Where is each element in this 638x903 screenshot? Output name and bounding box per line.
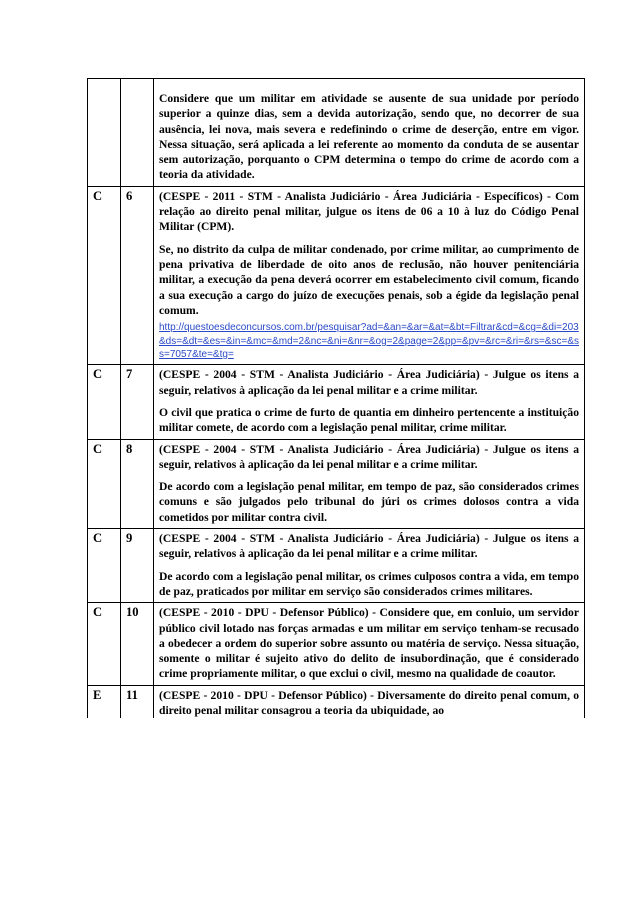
question-row xyxy=(88,79,585,187)
answer-key-cell: C xyxy=(88,529,121,603)
question-item: De acordo com a legislação penal militar, em tempo de paz, são considerados crimes comuns e são julgados pelo tribunal do júri os crimes dolosos contra a vida cometidos por militar contra civil. xyxy=(159,480,579,524)
question-statement: (CESPE - 2010 - DPU - Defensor Público) - Diversamente do direito penal comum, o direito penal militar consagrou a teoria da ubiquidade, ao xyxy=(159,688,579,718)
question-statement: Considere que um militar em atividade se ausente de sua unidade por período superior a quinze dias, sem a devida autorização, sendo que, no decorrer de sua ausência, lei nova, mais severa e redefinindo o crime de deserção, entre em vigor. Nessa situação, será aplicada a lei referente ao momento da conduta de se ausentar sem autorização, porquanto o CPM determina o tempo do crime de acordo com a teoria da atividade. xyxy=(159,92,579,182)
answer-key-cell: C xyxy=(88,186,121,365)
question-text-cell xyxy=(154,79,585,187)
question-number-cell: 6 xyxy=(121,186,154,365)
question-row xyxy=(88,186,585,365)
question-number-cell: 9 xyxy=(121,529,154,603)
question-statement: (CESPE - 2004 - STM - Analista Judiciário - Área Judiciária) - Julgue os itens a seguir, relativos à aplicação da lei penal militar e a crime militar. xyxy=(159,442,579,471)
source-link[interactable]: http://questoesdeconcursos.com.br/pesquisar?ad=&an=&ar=&at=&bt=Filtrar&cd=&cg=&di=203&ds=&dt=&es=&in=&mc=&md=2&nc=&ni=&nr=&og=2&page=2&pp=&pv=&rc=&ri=&rs=&sc=&ss=7057&te=&tg= xyxy=(159,322,579,360)
question-row xyxy=(88,439,585,528)
question-number-cell xyxy=(121,79,154,187)
question-row xyxy=(88,685,585,718)
question-item: Se, no distrito da culpa de militar condenado, por crime militar, ao cumprimento de pena privativa de liberdade de oito anos de reclusão, não houver penitenciária militar, a execução da pena deverá ocorrer em estabelecimento civil comum, ficando a sua execução a cargo do juízo de execuções penais, sob a égide da legislação penal comum. xyxy=(159,242,579,317)
answer-key-cell: C xyxy=(88,365,121,439)
question-statement: (CESPE - 2011 - STM - Analista Judiciário - Área Judiciária - Específicos) - Com relação ao direito penal militar, julgue os itens de 06 a 10 à luz do Código Penal Militar (CPM). xyxy=(159,189,579,234)
question-text-cell xyxy=(154,365,585,439)
question-number-cell: 11 xyxy=(121,685,154,718)
question-item: De acordo com a legislação penal militar, os crimes culposos contra a vida, em tempo de paz, praticados por militar em serviço são considerados crimes militares. xyxy=(159,569,579,598)
question-statement: (CESPE - 2010 - DPU - Defensor Público) - Considere que, em conluio, um servidor público civil lotado nas forças armadas e um militar em serviço tenham-se recusado a obedecer a ordem do superior sobre assunto ou matéria de serviço. Nessa situação, somente o militar é sujeito ativo do delito de insubordinação, que é considerado crime propriamente militar, o que exclui o civil, mesmo na qualidade de coautor. xyxy=(159,606,579,681)
question-statement: (CESPE - 2004 - STM - Analista Judiciário - Área Judiciária) - Julgue os itens a seguir, relativos à aplicação da lei penal militar e a crime militar. xyxy=(159,532,579,561)
question-statement: (CESPE - 2004 - STM - Analista Judiciário - Área Judiciária) - Julgue os itens a seguir, relativos à aplicação da lei penal militar e a crime militar. xyxy=(159,368,579,397)
question-row xyxy=(88,603,585,685)
questions-table-body xyxy=(88,79,585,719)
question-text-cell xyxy=(154,685,585,718)
answer-key-cell xyxy=(88,79,121,187)
question-number-cell: 8 xyxy=(121,439,154,528)
question-row xyxy=(88,365,585,439)
question-text-cell xyxy=(154,186,585,365)
answer-key-cell: C xyxy=(88,603,121,685)
question-item: O civil que pratica o crime de furto de quantia em dinheiro pertencente a instituição militar comete, de acordo com a legislação penal militar, crime militar. xyxy=(159,405,579,435)
question-text-cell xyxy=(154,603,585,685)
question-text-cell xyxy=(154,529,585,603)
question-row xyxy=(88,529,585,603)
answer-key-cell: C xyxy=(88,439,121,528)
questions-table xyxy=(87,78,585,718)
question-text-cell xyxy=(154,439,585,528)
question-number-cell: 7 xyxy=(121,365,154,439)
answer-key-cell: E xyxy=(88,685,121,718)
question-number-cell: 10 xyxy=(121,603,154,685)
